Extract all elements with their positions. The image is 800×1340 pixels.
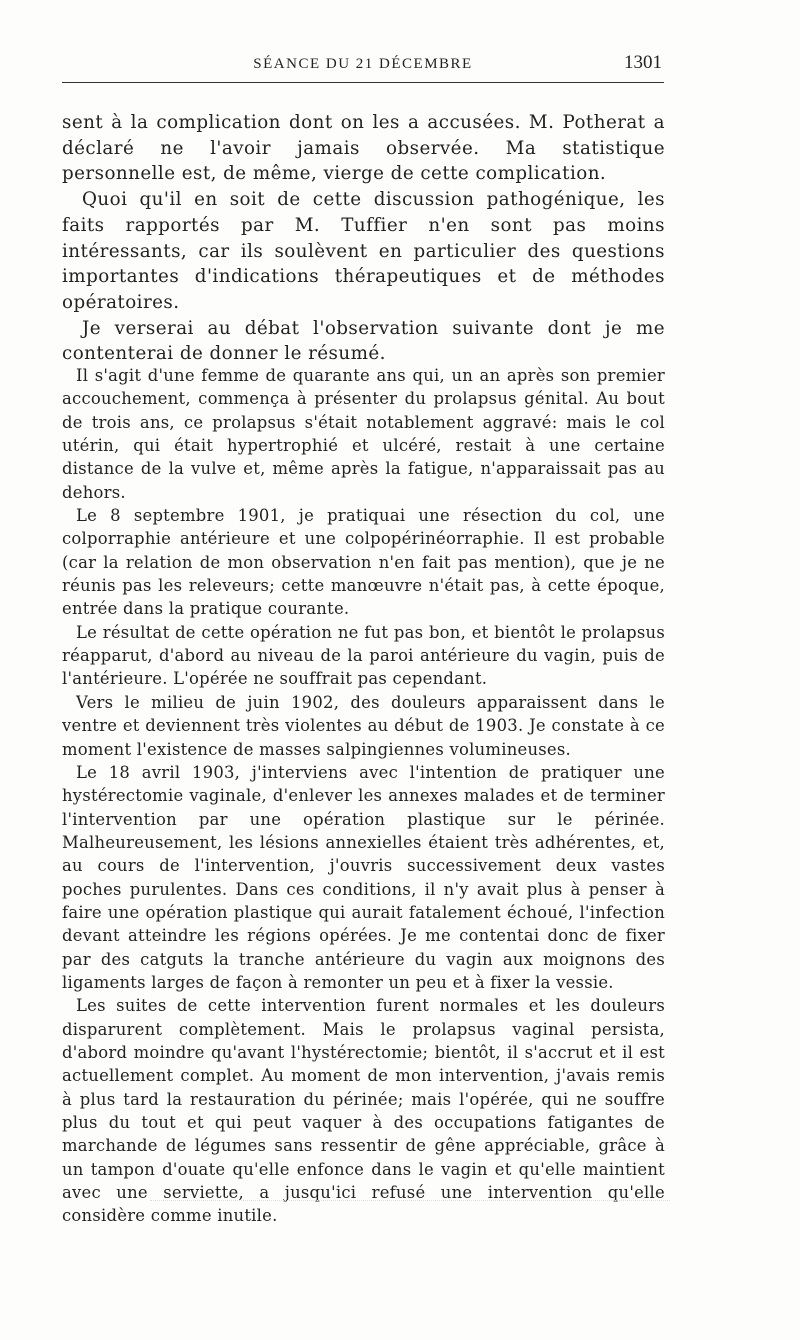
observation-paragraph: Il s'agit d'une femme de quarante ans qui, un an après son premier accouchement, commença à présenter du prolapsus génital. Au bout de trois ans, ce prolapsus s'était notablement aggravé: mais le col utérin, qui était hypertrophié et ulcéré, restait à une certaine distance de la vulve et, même après la fatigue, n'apparaissait pas au dehors. xyxy=(62,366,665,502)
paragraph: Quoi qu'il en soit de cette discussion pathogénique, les faits rapportés par M. Tuffier n'en sont pas moins intéressants, car ils soulèvent en particulier des questions importantes d'indications thérapeutiques et de méthodes opératoires. xyxy=(62,189,665,313)
observation-paragraph: Vers le milieu de juin 1902, des douleurs apparaissent dans le ventre et deviennent très violentes au début de 1903. Je constate à ce moment l'existence de masses salpingiennes volumineuses. xyxy=(62,692,665,759)
page-number: 1301 xyxy=(624,52,662,73)
paragraph: sent à la complication dont on les a accusées. M. Potherat a déclaré ne l'avoir jamais observée. Ma statistique personnelle est, de même, vierge de cette complication. xyxy=(62,112,665,185)
bleed-through-line xyxy=(150,1190,670,1201)
observation-paragraph: Le résultat de cette opération ne fut pas bon, et bientôt le prolapsus réapparut, d'abord au niveau de la paroi antérieure du vagin, puis de l'antérieure. L'opérée ne souffrait pas cependant. xyxy=(62,622,665,689)
paragraph: Je verserai au débat l'observation suivante dont je me contenterai de donner le résumé. xyxy=(62,317,665,365)
observation-paragraph: Le 8 septembre 1901, je pratiquai une résection du col, une colporraphie antérieure et une colpopérinéorraphie. Il est probable (car la relation de mon observation n'en fait pas mention), que je ne réunis pas les releveurs; cette manœuvre n'était pas, à cette époque, entrée dans la pratique courante. xyxy=(62,506,665,619)
main-text xyxy=(62,110,665,367)
observation-paragraph: Le 18 avril 1903, j'interviens avec l'intention de pratiquer une hystérectomie vaginale, d'enlever les annexes malades et de terminer l'intervention par une opération plastique sur le périnée. Malheureusement, les lésions annexielles étaient très adhérentes, et, au cours de l'intervention, j'ouvris successivement deux vastes poches purulentes. Dans ces conditions, il n'y avait plus à penser à faire une opération plastique qui aurait fatalement échoué, l'infection devant atteindre les régions opérées. Je me contentai donc de fixer par des catguts la tranche antérieure du vagin aux moignons des ligaments larges de façon à remonter un peu et à fixer la vessie. xyxy=(62,762,665,992)
running-title: SÉANCE DU 21 DÉCEMBRE xyxy=(253,56,473,72)
page-header xyxy=(62,52,664,83)
observation-paragraph: Les suites de cette intervention furent normales et les douleurs disparurent complètement. Mais le prolapsus vaginal persista, d'abord moindre qu'avant l'hystérectomie; bientôt, il s'accrut et il est actuellement complet. Au moment de mon intervention, j'avais remis à plus tard la restauration du périnée; mais l'opérée, qui ne souffre plus du tout et qui peut vaquer à des occupations fatigantes de marchande de légumes sans ressentir de gêne appréciable, grâce à un tampon d'ouate qu'elle enfonce dans le vagin et qu'elle maintient avec une serviette, a jusqu'ici refusé une intervention qu'elle considère comme inutile. xyxy=(62,996,665,1226)
observation-text xyxy=(62,364,665,1228)
